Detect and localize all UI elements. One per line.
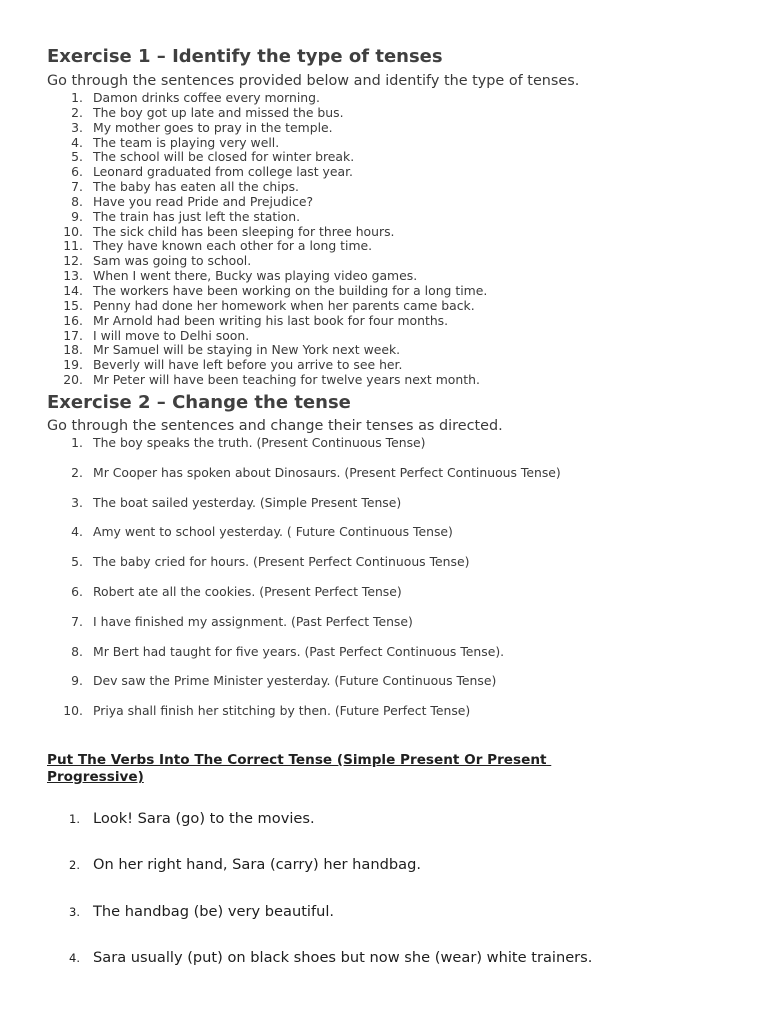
list-item-text: Mr Peter will have been teaching for twelve years next month. (93, 372, 480, 388)
list-item-number: 8. (71, 643, 83, 659)
list-item (0, 358, 768, 373)
list-item-text: On her right hand, Sara (carry) her handbag. (93, 856, 421, 874)
list-item-text: Damon drinks coffee every morning. (93, 90, 320, 105)
list-item-number: 9. (71, 208, 83, 224)
list-item-number: 1. (69, 812, 80, 826)
exercise2-intro: Go through the sentences and change their tenses as directed. (47, 418, 503, 434)
list-item (0, 704, 768, 734)
list-item-number: 4. (71, 134, 83, 150)
list-item-number: 4. (69, 950, 80, 965)
list-item-number: 19. (63, 357, 83, 373)
list-item-text: The train has just left the station. (93, 208, 301, 224)
list-item-text: I have finished my assignment. (Past Perfect Tense) (93, 613, 413, 629)
list-item (0, 343, 768, 358)
list-item (0, 645, 768, 675)
list-item-text: Mr Bert had taught for five years. (Past Perfect Continuous Tense). (93, 643, 505, 659)
list-item-number: 3. (71, 494, 83, 510)
list-item-text: Priya shall finish her stitching by then. (Future Perfect Tense) (93, 703, 471, 719)
list-item (0, 239, 768, 254)
list-item-text: My mother goes to pray in the temple. (93, 119, 333, 135)
list-item-number: 6. (71, 583, 83, 599)
list-item-number: 2. (71, 104, 83, 120)
list-item-text: Amy went to school yesterday. ( Future Continuous Tense) (93, 524, 453, 540)
exercise3-list (0, 810, 768, 995)
list-item-number: 20. (63, 372, 83, 388)
list-item-text: The boy speaks the truth. (Present Continuous Tense) (93, 435, 426, 450)
exercise2-title: Exercise 2 – Change the tense (47, 392, 351, 413)
list-item-number: 14. (63, 282, 83, 298)
list-item-text: The team is playing very well. (93, 134, 280, 150)
list-item-number: 2. (71, 464, 83, 480)
list-item-text: The handbag (be) very beautiful. (93, 902, 335, 920)
list-item-text: The baby has eaten all the chips. (93, 179, 299, 195)
list-item (0, 299, 768, 314)
list-item (0, 615, 768, 645)
list-item-text: Beverly will have left before you arrive to see her. (93, 357, 403, 373)
list-item-number: 17. (63, 327, 83, 343)
list-item-text: Look! Sara (go) to the movies. (93, 810, 315, 827)
list-item-text: Dev saw the Prime Minister yesterday. (Future Continuous Tense) (93, 673, 497, 689)
list-item (0, 269, 768, 284)
list-item-text: The workers have been working on the building for a long time. (93, 282, 488, 298)
list-item-text: Mr Samuel will be staying in New York next week. (93, 342, 401, 358)
list-item (0, 150, 768, 165)
list-item (0, 810, 768, 856)
list-item-number: 4. (71, 524, 83, 540)
list-item-number: 7. (71, 613, 83, 629)
exercise1-title: Exercise 1 – Identify the type of tenses (47, 46, 443, 67)
exercise2-list (0, 436, 768, 734)
list-item (0, 674, 768, 704)
list-item (0, 210, 768, 225)
list-item-number: 3. (71, 119, 83, 135)
list-item (0, 373, 768, 388)
list-item-text: The boat sailed yesterday. (Simple Present Tense) (93, 494, 402, 510)
list-item-text: I will move to Delhi soon. (93, 327, 250, 343)
list-item-number: 6. (71, 164, 83, 180)
list-item (0, 121, 768, 136)
exercise1-intro: Go through the sentences provided below and identify the type of tenses. (47, 73, 580, 89)
list-item-number: 16. (63, 312, 83, 328)
list-item-text: Mr Cooper has spoken about Dinosaurs. (Present Perfect Continuous Tense) (93, 464, 561, 480)
list-item-number: 10. (63, 703, 83, 719)
list-item-number: 9. (71, 673, 83, 689)
list-item-text: Robert ate all the cookies. (Present Perfect Tense) (93, 583, 402, 599)
list-item-text: The sick child has been sleeping for three hours. (93, 223, 395, 239)
list-item-number: 1. (71, 90, 83, 105)
list-item (0, 254, 768, 269)
list-item-number: 12. (63, 253, 83, 269)
list-item (0, 525, 768, 555)
list-item-text: Mr Arnold had been writing his last book for four months. (93, 312, 449, 328)
list-item (0, 106, 768, 121)
list-item (0, 284, 768, 299)
list-item (0, 555, 768, 585)
list-item (0, 136, 768, 151)
list-item-text: Leonard graduated from college last year. (93, 164, 353, 180)
list-item (0, 91, 768, 106)
exercise1-list (0, 91, 768, 388)
list-item-text: The baby cried for hours. (Present Perfect Continuous Tense) (93, 554, 470, 570)
list-item (0, 466, 768, 496)
list-item-number: 11. (63, 238, 83, 254)
list-item (0, 329, 768, 344)
list-item (0, 195, 768, 210)
list-item (0, 856, 768, 902)
list-item (0, 314, 768, 329)
list-item-text: The boy got up late and missed the bus. (93, 104, 344, 120)
list-item (0, 585, 768, 615)
list-item-text: The school will be closed for winter break. (93, 149, 355, 165)
list-item (0, 225, 768, 240)
list-item-number: 10. (63, 223, 83, 239)
list-item-number: 18. (63, 342, 83, 358)
list-item (0, 436, 768, 466)
list-item-text: When I went there, Bucky was playing video games. (93, 268, 418, 284)
list-item-number: 8. (71, 193, 83, 209)
list-item (0, 903, 768, 949)
list-item (0, 949, 768, 995)
list-item-number: 15. (63, 297, 83, 313)
list-item (0, 180, 768, 195)
list-item-number: 2. (69, 858, 80, 873)
list-item-number: 1. (71, 435, 83, 450)
list-item-text: Sara usually (put) on black shoes but now she (wear) white trainers. (93, 948, 593, 966)
list-item-number: 13. (63, 268, 83, 284)
list-item (0, 496, 768, 526)
list-item-number: 5. (71, 554, 83, 570)
list-item-text: They have known each other for a long time. (93, 238, 373, 254)
list-item-number: 7. (71, 179, 83, 195)
list-item-number: 3. (69, 904, 80, 919)
list-item-number: 5. (71, 149, 83, 165)
list-item-text: Have you read Pride and Prejudice? (93, 193, 314, 209)
list-item-text: Penny had done her homework when her parents came back. (93, 297, 475, 313)
list-item-text: Sam was going to school. (93, 253, 252, 269)
list-item (0, 165, 768, 180)
exercise3-title: Put The Verbs Into The Correct Tense (Simple Present Or Present Progressive) (47, 752, 552, 785)
